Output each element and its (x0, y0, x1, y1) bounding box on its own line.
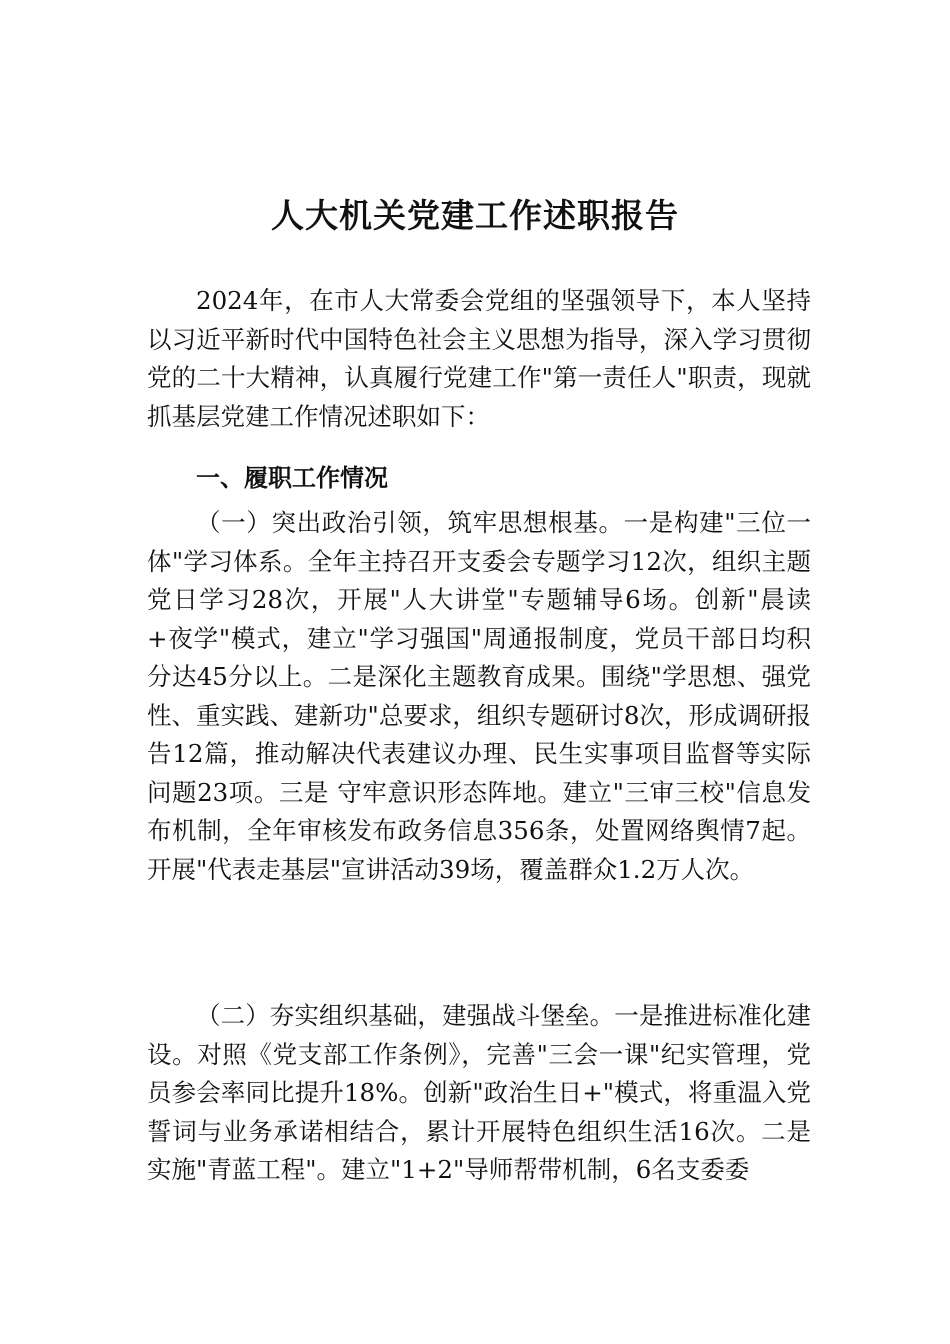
subsection-2-paragraph (147, 997, 811, 1190)
subsection-2-body: 一是推进标准化建设。对照《党支部工作条例》，完善"三会一课"纪实管理，党员参会率同比提升18%。创新"政治生日+"模式，将重温入党誓词与业务承诺相结合，累计开展特色组织生活16次。二是实施"青蓝工程"。建立"1+2"导师帮带机制，6名支委委 (147, 1001, 812, 1184)
subsection-1-paragraph (147, 504, 811, 889)
subsection-2-lead: （二）夯实组织基础，建强战斗堡垒。 (196, 1001, 615, 1030)
intro-paragraph: 2024年，在市人大常委会党组的坚强领导下，本人坚持以习近平新时代中国特色社会主义思想为指导，深入学习贯彻党的二十大精神，认真履行党建工作"第一责任人"职责，现就抓基层党建工作情况述职如下： (147, 286, 811, 431)
subsection-1-lead: （一）突出政治引领，筑牢思想根基。 (196, 508, 624, 537)
document-title: 人大机关党建工作述职报告 (271, 196, 679, 236)
subsection-1-body: 一是构建"三位一体"学习体系。全年主持召开支委会专题学习12次，组织主题党日学习28次，开展"人大讲堂"专题辅导6场。创新"晨读+夜学"模式，建立"学习强国"周通报制度，党员干部日均积分达45分以上。二是深化主题教育成果。围绕"学思想、强党性、重实践、建新功"总要求，组织专题研讨8次，形成调研报告12篇，推动解决代表建议办理、民生实事项目监督等实际问题23项。三是 守牢意识形态阵地。建立"三审三校"信息发布机制，全年审核发布政务信息356条，处置网络舆情7起。开展"代表走基层"宣讲活动39场，覆盖群众1.2万人次。 (147, 508, 811, 884)
section-heading-1: 一、履职工作情况 (196, 464, 388, 492)
